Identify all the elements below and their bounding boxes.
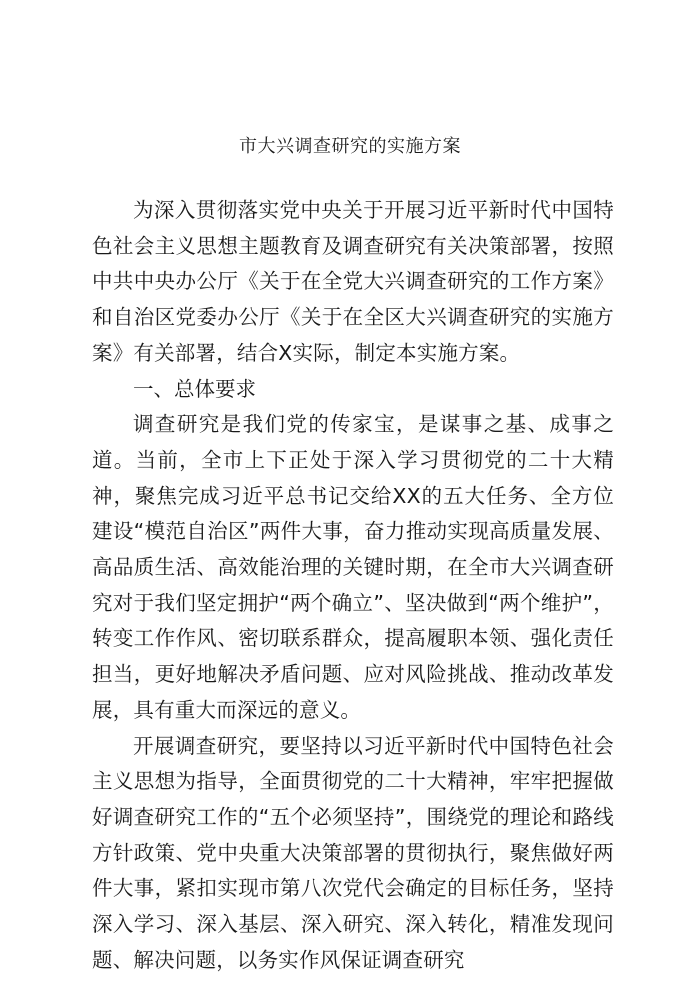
section-heading: 一、总体要求 — [133, 376, 256, 401]
page-title: 市大兴调查研究的实施方案 — [239, 136, 461, 157]
intro-paragraph: 为深入贯彻落实党中央关于开展习近平新时代中国特色社会主义思想主题教育及调查研究有关决策部署，按照中共中央办公厅《关于在全党大兴调查研究的工作方案》和自治区党委办公厅《关于在全区大兴调查研究的实施方案》有关部署，结合X实际，制定本实施方案。 — [92, 198, 614, 365]
body-paragraph-1: 调查研究是我们党的传家宝，是谋事之基、成事之道。当前，全市上下正处于深入学习贯彻党的二十大精神，聚焦完成习近平总书记交给XX的五大任务、全方位建设“模范自治区”两件大事，奋力推动实现高质量发展、高品质生活、高效能治理的关键时期，在全市大兴调查研究对于我们坚定拥护“两个确立”、坚决做到“两个维护”，转变工作作风、密切联系群众，提高履职本领、强化责任担当，更好地解决矛盾问题、应对风险挑战、推动改革发展，具有重大而深远的意义。 — [92, 412, 614, 722]
body-paragraph-2: 开展调查研究，要坚持以习近平新时代中国特色社会主义思想为指导，全面贯彻党的二十大精神，牢牢把握做好调查研究工作的“五个必须坚持”，围绕党的理论和路线方针政策、党中央重大决策部署的贯彻执行，聚焦做好两件大事，紧扣实现市第八次党代会确定的目标任务，坚持深入学习、深入基层、深入研究、深入转化，精准发现问题、解决问题，以务实作风保证调查研究 — [92, 733, 614, 972]
document-body — [92, 193, 614, 978]
